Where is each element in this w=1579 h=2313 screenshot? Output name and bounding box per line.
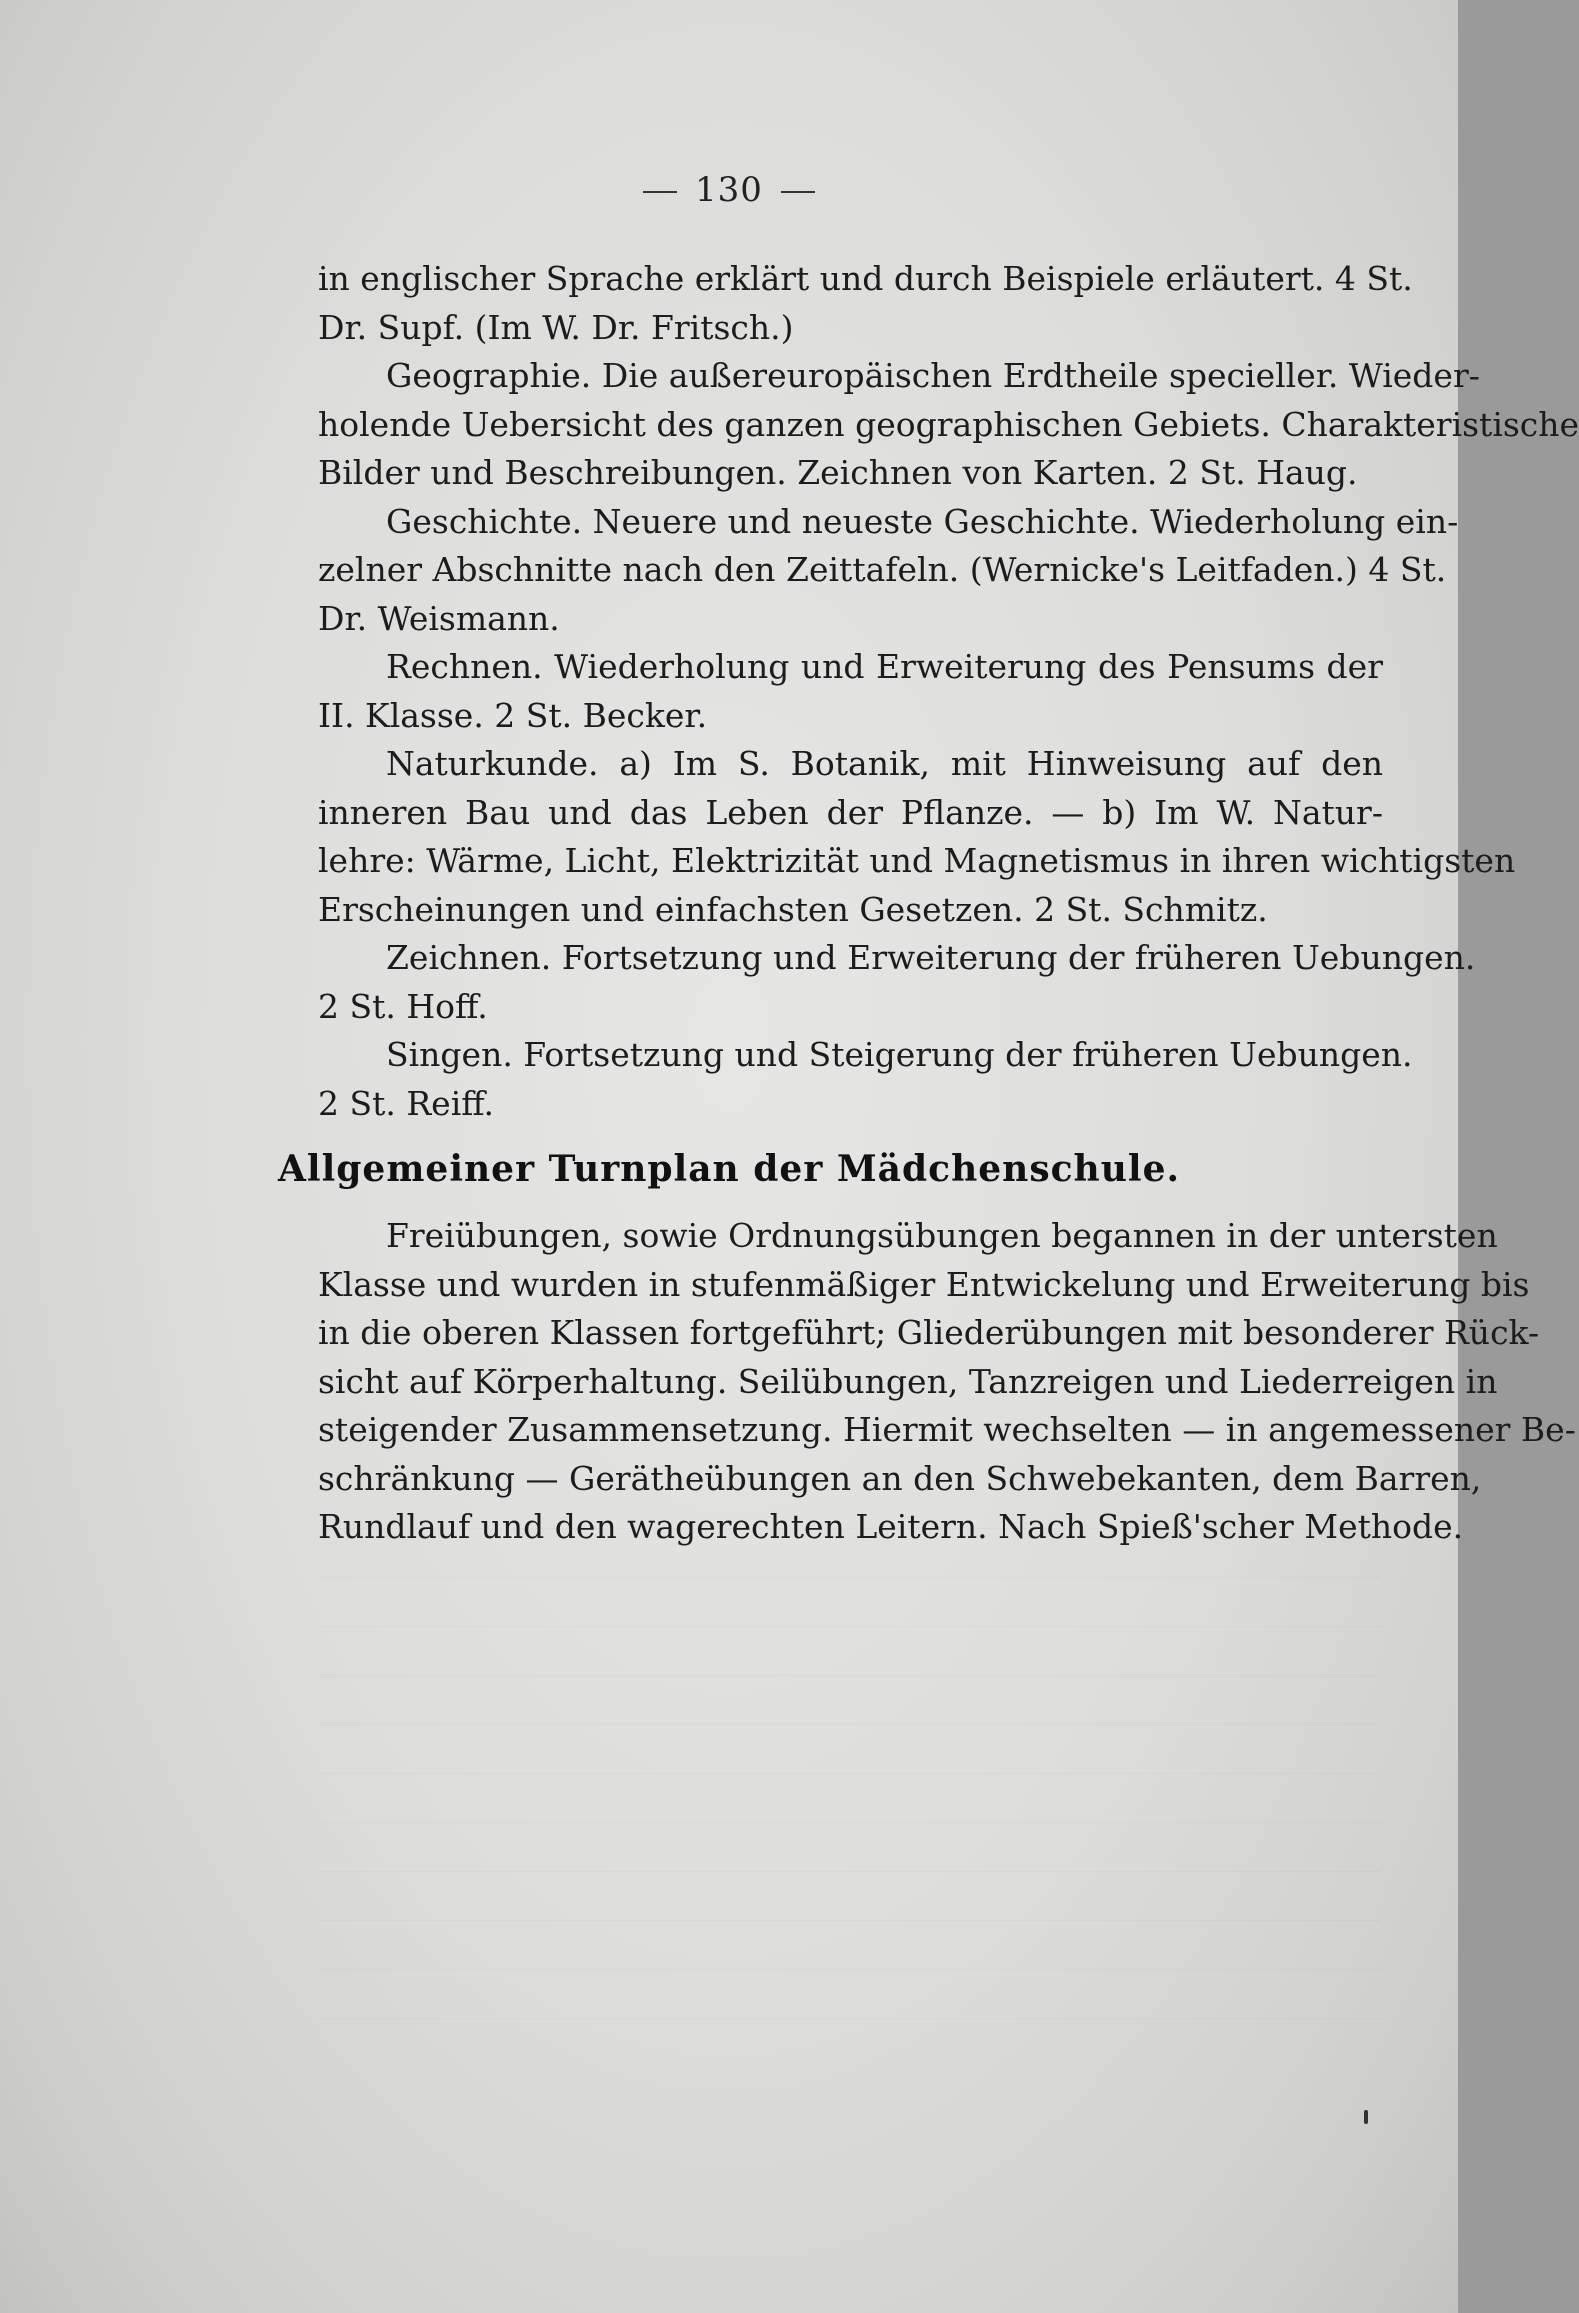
text-line: Singen. Fortsetzung und Steigerung der früheren Uebungen. [386, 1035, 1413, 1074]
text-line: schränkung — Gerätheübungen an den Schwebekanten, dem Barren, [318, 1458, 1482, 1498]
text-line: in englischer Sprache erklärt und durch Beispiele erläutert. 4 St. [318, 259, 1413, 298]
text-line: Bilder und Beschreibungen. Zeichnen von Karten. 2 St. Haug. [318, 453, 1358, 492]
text-line: Erscheinungen und einfachsten Gesetzen. 2 St. Schmitz. [318, 889, 1268, 929]
text-line: lehre: Wärme, Licht, Elektrizität und Magnetismus in ihren wichtigsten [318, 841, 1516, 880]
text-line: Geographie. Die außereuropäischen Erdtheile specieller. Wieder- [386, 356, 1480, 395]
text-line: Klasse und wurden in stufenmäßiger Entwickelung und Erweiterung bis [318, 1264, 1530, 1304]
ink-mark [1364, 2110, 1368, 2124]
section-heading-wrap [0, 1148, 1458, 1190]
text-line: Naturkunde. a) Im S. Botanik, mit Hinweisung auf den [386, 744, 1383, 783]
text-line: Freiübungen, sowie Ordnungsübungen begannen in der untersten [386, 1216, 1498, 1255]
bleed-through-texture [320, 1480, 1380, 2040]
text-line: holende Uebersicht des ganzen geographischen Gebiets. Charakteristische [318, 404, 1579, 444]
body-text-upper [318, 255, 1579, 1128]
text-line: inneren Bau und das Leben der Pflanze. — b) Im W. Natur- [318, 792, 1383, 832]
text-line: 2 St. Reiff. [318, 1083, 495, 1123]
text-line: Zeichnen. Fortsetzung und Erweiterung der früheren Uebungen. [386, 938, 1476, 977]
dash-left [643, 191, 677, 193]
dash-right [781, 191, 815, 193]
text-line: Dr. Supf. (Im W. Dr. Fritsch.) [318, 307, 794, 347]
text-line: sicht auf Körperhaltung. Seilübungen, Tanzreigen und Liederreigen in [318, 1361, 1498, 1401]
text-line: Geschichte. Neuere und neueste Geschichte. Wiederholung ein- [386, 501, 1459, 541]
page-number: 130 [695, 170, 763, 210]
text-line: Rundlauf und den wagerechten Leitern. Nach Spieß'scher Methode. [318, 1507, 1464, 1546]
text-line: II. Klasse. 2 St. Becker. [318, 695, 708, 735]
body-text-lower [318, 1212, 1576, 1552]
section-heading: Allgemeiner Turnplan der Mädchenschule. [277, 1148, 1181, 1190]
page-number-header [0, 170, 1458, 210]
text-line: zelner Abschnitte nach den Zeittafeln. (Wernicke's Leitfaden.) 4 St. [318, 550, 1447, 589]
text-line: Rechnen. Wiederholung und Erweiterung des Pensums der [386, 647, 1383, 686]
text-line: 2 St. Hoff. [318, 986, 488, 1026]
text-line: Dr. Weismann. [318, 598, 560, 638]
text-line: in die oberen Klassen fortgeführt; Gliederübungen mit besonderer Rück- [318, 1313, 1540, 1352]
text-line: steigender Zusammensetzung. Hiermit wechselten — in angemessener Be- [318, 1410, 1576, 1449]
